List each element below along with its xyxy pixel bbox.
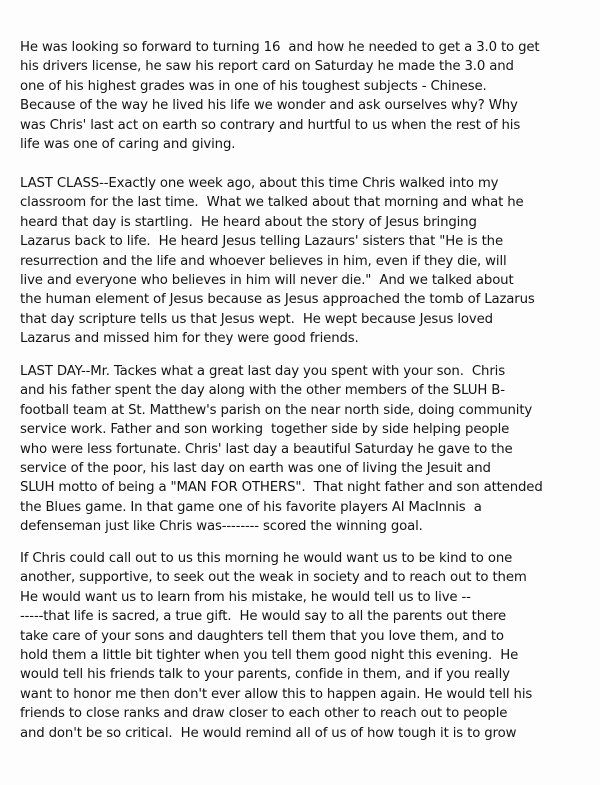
text-line: friends to close ranks and draw closer to each other to reach out to people (20, 706, 508, 722)
text-line: resurrection and the life and whoever believes in him, even if they die, will (20, 253, 507, 269)
text-line: that day scripture tells us that Jesus wept. He wept because Jesus loved (20, 311, 493, 327)
text-line: live and everyone who believes in him will never die." And we talked about (20, 272, 514, 288)
text-line: and don't be so critical. He would remind all of us of how tough it is to grow (20, 725, 517, 741)
text-line: hold them a little bit tighter when you tell them good night this evening. He (20, 647, 519, 663)
text-line: defenseman just like Chris was-------- scored the winning goal. (20, 519, 423, 535)
paragraph-call-out (20, 549, 532, 743)
text-line: life was one of caring and giving. (20, 136, 236, 152)
text-line: another, supportive, to seek out the weak in society and to reach out to them (20, 570, 527, 586)
text-line: Because of the way he lived his life we wonder and ask ourselves why? Why (20, 98, 518, 114)
paragraph-last-class (20, 174, 535, 349)
text-line: If Chris could call out to us this morning he would want us to be kind to one (20, 551, 513, 566)
text-line: take care of your sons and daughters tell them that you love them, and to (20, 628, 504, 644)
text-line: heard that day is startling. He heard about the story of Jesus bringing (20, 214, 477, 230)
text-line: LAST DAY--Mr. Tackes what a great last day you spent with your son. Chris (20, 364, 505, 379)
text-line: service work. Father and son working together side by side helping people (20, 422, 510, 438)
text-line: would tell his friends talk to your parents, confide in them, and if you really (20, 667, 510, 683)
text-line: He would want us to learn from his mistake, he would tell us to live -- (20, 589, 471, 605)
text-line: -----that life is sacred, a true gift. He would say to all the parents out there (20, 609, 507, 625)
text-line: LAST CLASS--Exactly one week ago, about this time Chris walked into my (20, 176, 499, 191)
text-line: football team at St. Matthew's parish on the near north side, doing community (20, 402, 533, 418)
text-line: was Chris' last act on earth so contrary and hurtful to us when the rest of his (20, 117, 521, 133)
text-line: Lazarus and missed him for they were good friends. (20, 331, 359, 347)
text-line: SLUH motto of being a "MAN FOR OTHERS". That night father and son attended (20, 480, 543, 496)
text-line: the Blues game. In that game one of his favorite players Al MacInnis a (20, 499, 482, 515)
text-line: want to honor me then don't ever allow this to happen again. He would tell his (20, 686, 533, 702)
text-line: who were less fortunate. Chris' last day a beautiful Saturday he gave to the (20, 441, 513, 457)
text-line: He was looking so forward to turning 16 and how he needed to get a 3.0 to get (20, 40, 540, 55)
paragraph-turning-16 (20, 38, 540, 154)
text-line: classroom for the last time. What we talked about that morning and what he (20, 195, 524, 211)
text-line: Lazarus back to life. He heard Jesus telling Lazaurs' sisters that "He is the (20, 234, 503, 250)
text-line: the human element of Jesus because as Jesus approached the tomb of Lazarus (20, 292, 535, 308)
text-line: and his father spent the day along with the other members of the SLUH B- (20, 383, 505, 399)
text-line: one of his highest grades was in one of his toughest subjects - Chinese. (20, 78, 487, 94)
text-line: service of the poor, his last day on earth was one of living the Jesuit and (20, 460, 491, 476)
paragraph-last-day (20, 362, 543, 537)
text-line: his drivers license, he saw his report card on Saturday he made the 3.0 and (20, 59, 514, 75)
